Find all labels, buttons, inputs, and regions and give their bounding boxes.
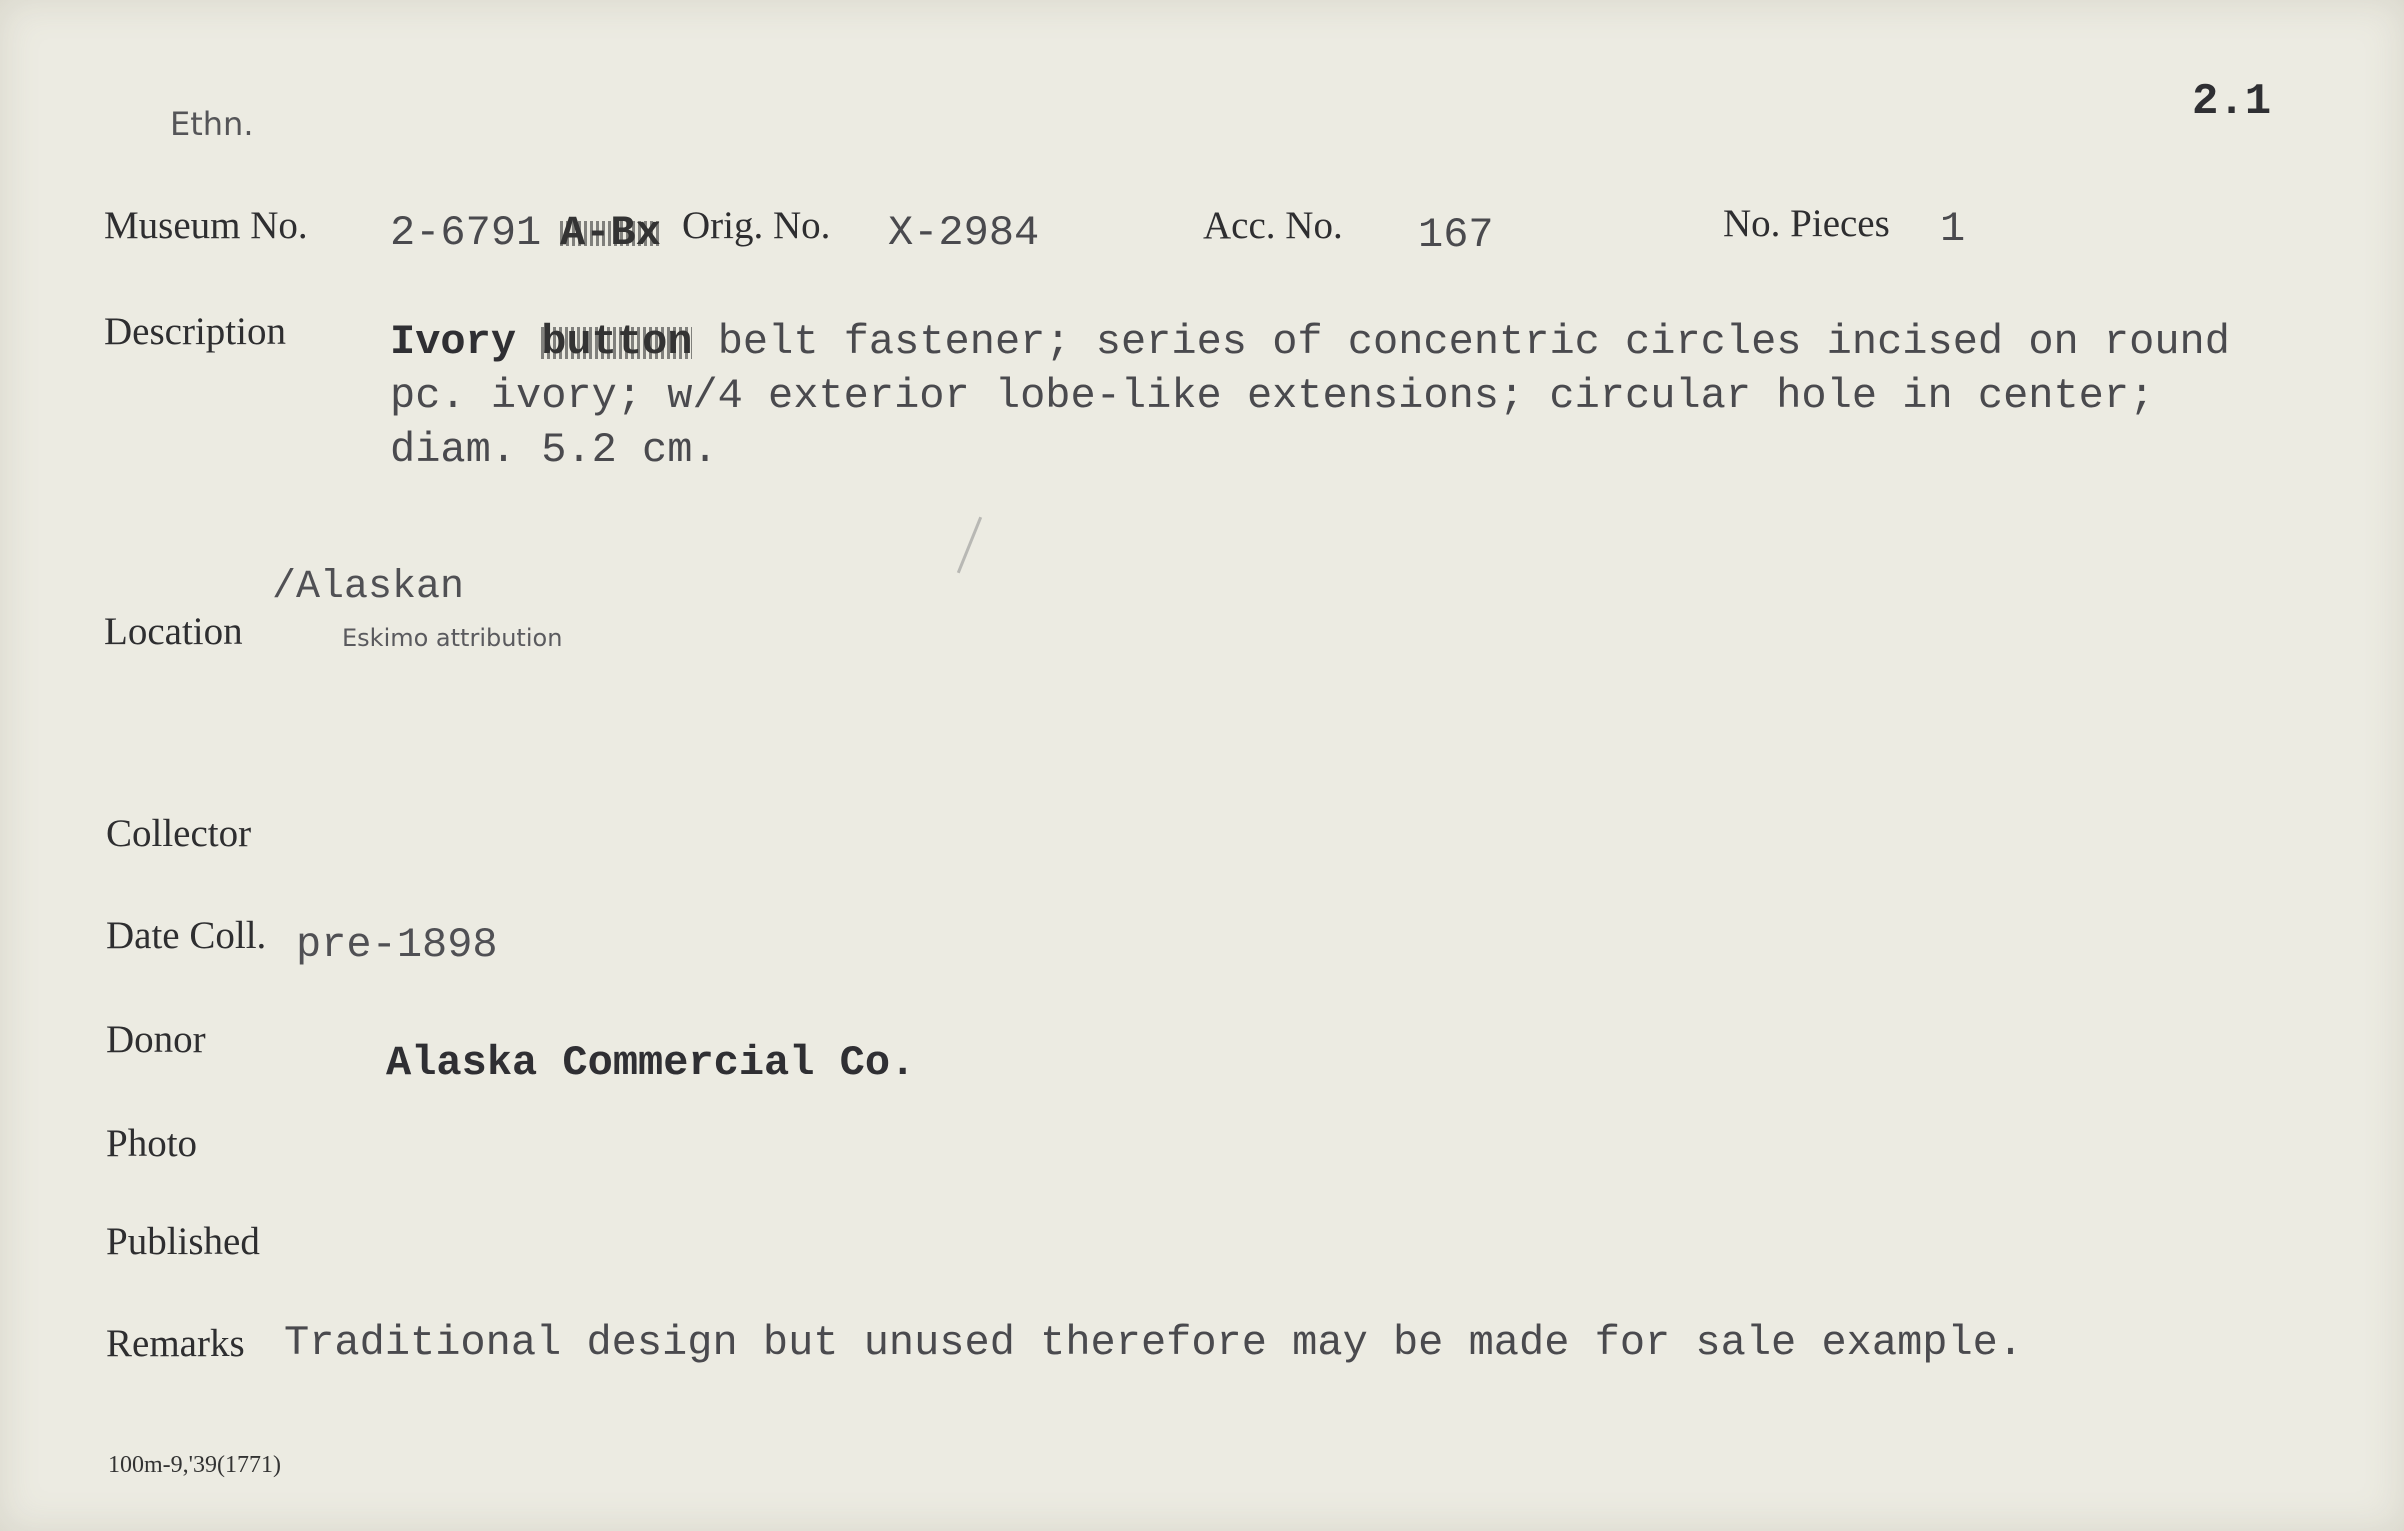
no-pieces-value: 1 <box>1940 205 1966 253</box>
museum-no-label: Museum No. <box>104 204 308 247</box>
museum-no-struck-text: A-Bx <box>560 209 661 257</box>
acc-no-value: 167 <box>1418 211 1494 259</box>
description-line-2: pc. ivory; w/4 exterior lobe-like extensions; circular hole in center; <box>390 372 2155 420</box>
donor-value: Alaska Commercial Co. <box>386 1039 916 1087</box>
collector-label: Collector <box>106 812 252 855</box>
description-first-word: Ivory <box>390 318 517 366</box>
remarks-value: Traditional design but unused therefore may be made for sale example. <box>284 1319 2024 1367</box>
acc-no-label: Acc. No. <box>1203 204 1343 247</box>
location-note: Eskimo attribution <box>342 624 563 652</box>
card-print-code: 100m-9,'39(1771) <box>108 1452 281 1478</box>
museum-no-value: 2-6791 <box>390 209 542 257</box>
card-number: 2.1 <box>2192 77 2272 127</box>
description-line-1 <box>390 315 2290 369</box>
photo-label: Photo <box>106 1122 198 1165</box>
location-label: Location <box>104 610 243 653</box>
description-line-1-text: belt fastener; series of concentric circles incised on round <box>717 318 2230 366</box>
donor-label: Donor <box>106 1018 206 1061</box>
orig-no-label: Orig. No. <box>682 204 831 247</box>
stray-pen-mark <box>957 517 982 574</box>
description-text <box>390 315 2290 477</box>
date-coll-value: pre-1898 <box>296 921 498 969</box>
published-label: Published <box>106 1220 260 1263</box>
museum-no-struck-wrap <box>560 209 661 257</box>
date-coll-label: Date Coll. <box>106 914 267 957</box>
location-value: /Alaskan <box>272 565 465 610</box>
no-pieces-label: No. Pieces <box>1723 202 1890 245</box>
description-line-3: diam. 5.2 cm. <box>390 426 718 474</box>
remarks-label: Remarks <box>106 1322 245 1365</box>
department-stamp: Ethn. <box>170 105 254 143</box>
orig-no-value: X-2984 <box>888 209 1040 257</box>
description-struck-word: button <box>541 315 692 369</box>
description-label: Description <box>104 310 286 353</box>
